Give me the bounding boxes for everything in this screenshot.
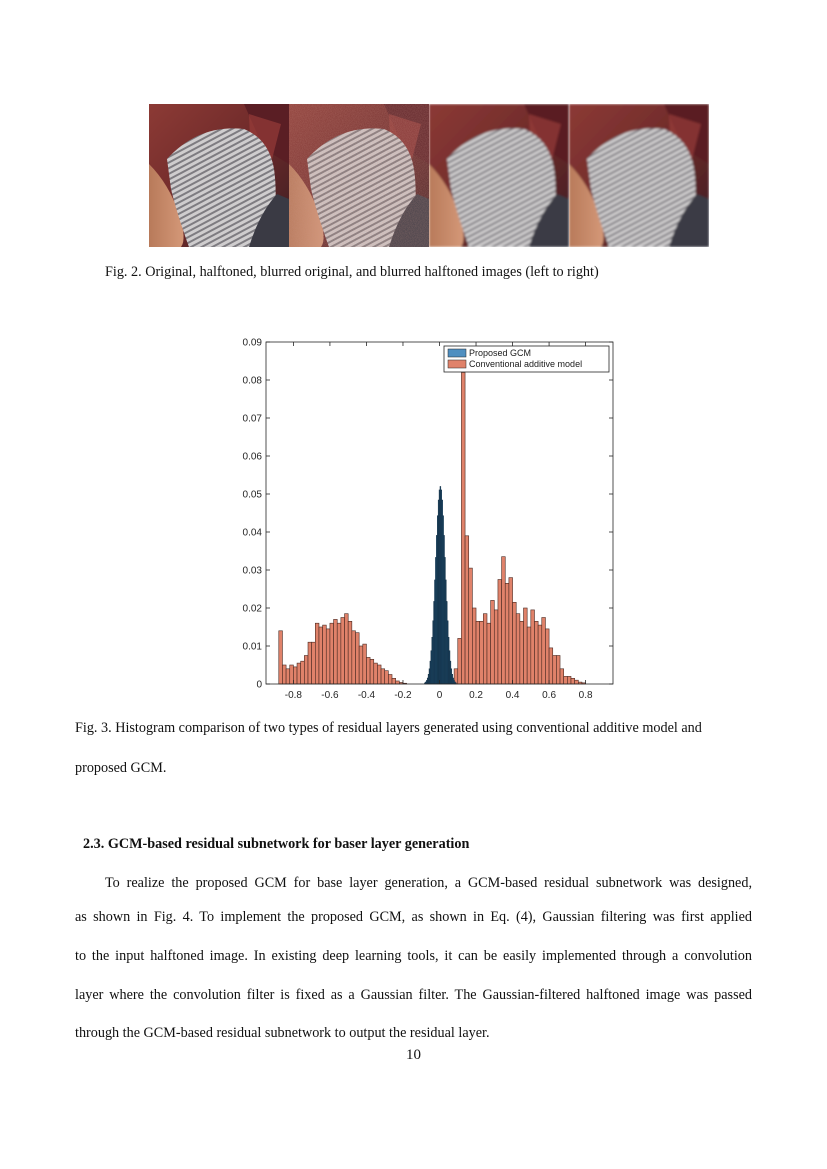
y-tick-label: 0.06 <box>242 451 262 463</box>
legend-label: Proposed GCM <box>469 348 532 358</box>
section-heading: 2.3. GCM-based residual subnetwork for baser layer generation <box>83 836 470 852</box>
bar-conventional-additive-model <box>363 644 367 684</box>
y-tick-label: 0.04 <box>242 527 262 539</box>
bar-conventional-additive-model <box>469 568 473 684</box>
figure-3-histogram <box>228 334 628 704</box>
photo-illustration <box>569 104 709 247</box>
figure-2-caption: Fig. 2. Original, halftoned, blurred original, and blurred halftoned images (left to right) <box>105 264 599 280</box>
legend-label: Conventional additive model <box>469 359 583 369</box>
photo-illustration <box>289 104 429 247</box>
x-tick-label: 0.6 <box>542 690 557 701</box>
paragraph-line-5: through the GCM-based residual subnetwork to output the residual layer. <box>75 1025 490 1041</box>
bar-conventional-additive-model <box>377 665 381 684</box>
bar-conventional-additive-model <box>315 623 319 684</box>
paragraph-line-1: To realize the proposed GCM for base layer generation, a GCM-based residual subnetwork was designed, <box>105 875 752 891</box>
bar-conventional-additive-model <box>370 659 374 684</box>
bar-conventional-additive-model <box>323 625 327 684</box>
photo-illustration <box>149 104 289 247</box>
figure-3-caption-line-2: proposed GCM. <box>75 760 167 776</box>
bar-conventional-additive-model <box>286 669 290 684</box>
bar-conventional-additive-model <box>542 618 546 685</box>
bar-conventional-additive-model <box>494 610 498 684</box>
x-tick-label: -0.8 <box>284 690 303 701</box>
bar-conventional-additive-model <box>337 623 341 684</box>
x-tick-label: 0 <box>436 690 443 701</box>
histogram-chart <box>228 334 628 704</box>
bar-conventional-additive-model <box>575 680 579 684</box>
bar-conventional-additive-model <box>567 676 571 684</box>
bar-conventional-additive-model <box>502 557 506 684</box>
paragraph-line-2: as shown in Fig. 4. To implement the proposed GCM, as shown in Eq. (4), Gaussian filtering was first applied <box>75 909 752 925</box>
bar-conventional-additive-model <box>553 656 557 685</box>
x-tick-label: -0.2 <box>394 690 412 701</box>
y-tick-label: 0 <box>256 679 262 691</box>
photo-illustration <box>429 104 569 247</box>
bar-conventional-additive-model <box>326 629 330 684</box>
bar-conventional-additive-model <box>480 621 484 684</box>
bar-conventional-additive-model <box>538 625 542 684</box>
bar-conventional-additive-model <box>534 621 538 684</box>
bar-conventional-additive-model <box>282 665 286 684</box>
bar-conventional-additive-model <box>560 669 564 684</box>
paragraph-line-4: layer where the convolution filter is fixed as a Gaussian filter. The Gaussian-filtered halftoned image was passed <box>75 987 752 1003</box>
bar-conventional-additive-model <box>483 614 487 684</box>
bar-conventional-additive-model <box>385 671 389 684</box>
bar-conventional-additive-model <box>381 669 385 684</box>
bar-conventional-additive-model <box>341 618 345 685</box>
x-tick-label: 0.4 <box>505 690 520 701</box>
bar-conventional-additive-model <box>396 681 400 684</box>
bar-conventional-additive-model <box>319 627 323 684</box>
legend-swatch <box>448 349 466 357</box>
bar-conventional-additive-model <box>458 638 462 684</box>
panel-original-image <box>149 104 289 247</box>
panel-blurred-original-image <box>429 104 569 247</box>
bar-conventional-additive-model <box>392 678 396 684</box>
panel-blurred-halftoned-image <box>569 104 709 247</box>
bar-conventional-additive-model <box>509 578 513 684</box>
bar-conventional-additive-model <box>520 621 524 684</box>
x-tick-label: 0.2 <box>469 690 483 701</box>
y-tick-label: 0.05 <box>242 489 262 501</box>
bar-conventional-additive-model <box>312 642 316 684</box>
bar-conventional-additive-model <box>359 646 363 684</box>
bar-conventional-additive-model <box>461 372 465 684</box>
y-tick-label: 0.09 <box>242 337 262 349</box>
bar-conventional-additive-model <box>564 676 568 684</box>
x-tick-label: 0.8 <box>578 690 593 701</box>
bar-conventional-additive-model <box>472 608 476 684</box>
y-tick-label: 0.02 <box>242 603 262 615</box>
panel-halftoned-image <box>289 104 429 247</box>
bar-conventional-additive-model <box>556 656 560 685</box>
bar-conventional-additive-model <box>465 536 469 684</box>
bar-conventional-additive-model <box>491 600 495 684</box>
bar-conventional-additive-model <box>527 627 531 684</box>
bar-conventional-additive-model <box>366 657 370 684</box>
bar-conventional-additive-model <box>545 629 549 684</box>
bar-conventional-additive-model <box>279 631 283 684</box>
bar-conventional-additive-model <box>516 614 520 684</box>
bar-conventional-additive-model <box>388 675 392 685</box>
figure-3-caption-line-1: Fig. 3. Histogram comparison of two types of residual layers generated using conventional additive model and <box>75 720 702 736</box>
page-number: 10 <box>406 1047 421 1063</box>
bar-conventional-additive-model <box>476 621 480 684</box>
bar-conventional-additive-model <box>352 631 356 684</box>
bar-conventional-additive-model <box>505 583 509 684</box>
bar-conventional-additive-model <box>330 623 334 684</box>
bar-conventional-additive-model <box>487 623 491 684</box>
bar-conventional-additive-model <box>348 621 352 684</box>
bar-conventional-additive-model <box>498 580 502 685</box>
bar-conventional-additive-model <box>301 661 305 684</box>
bar-conventional-additive-model <box>531 610 535 684</box>
bar-conventional-additive-model <box>308 642 312 684</box>
bar-conventional-additive-model <box>571 678 575 684</box>
y-tick-label: 0.07 <box>242 413 262 425</box>
figure-2-image-strip <box>149 104 709 247</box>
bar-conventional-additive-model <box>513 602 517 684</box>
bar-conventional-additive-model <box>374 663 378 684</box>
y-tick-label: 0.08 <box>242 375 262 387</box>
y-tick-label: 0.01 <box>242 641 262 653</box>
y-tick-label: 0.03 <box>242 565 262 577</box>
bar-conventional-additive-model <box>524 608 528 684</box>
chart-background <box>228 334 628 704</box>
bar-conventional-additive-model <box>355 633 359 684</box>
x-tick-label: -0.6 <box>321 690 339 701</box>
bar-conventional-additive-model <box>297 663 301 684</box>
paragraph-line-3: to the input halftoned image. In existing deep learning tools, it can be easily implemented through a convolution <box>75 948 752 964</box>
bar-conventional-additive-model <box>293 667 297 684</box>
x-tick-label: -0.4 <box>357 690 376 701</box>
bar-conventional-additive-model <box>290 665 294 684</box>
bar-conventional-additive-model <box>304 656 308 685</box>
bar-conventional-additive-model <box>334 619 338 684</box>
bar-conventional-additive-model <box>345 614 349 684</box>
legend-swatch <box>448 360 466 368</box>
bar-conventional-additive-model <box>549 648 553 684</box>
